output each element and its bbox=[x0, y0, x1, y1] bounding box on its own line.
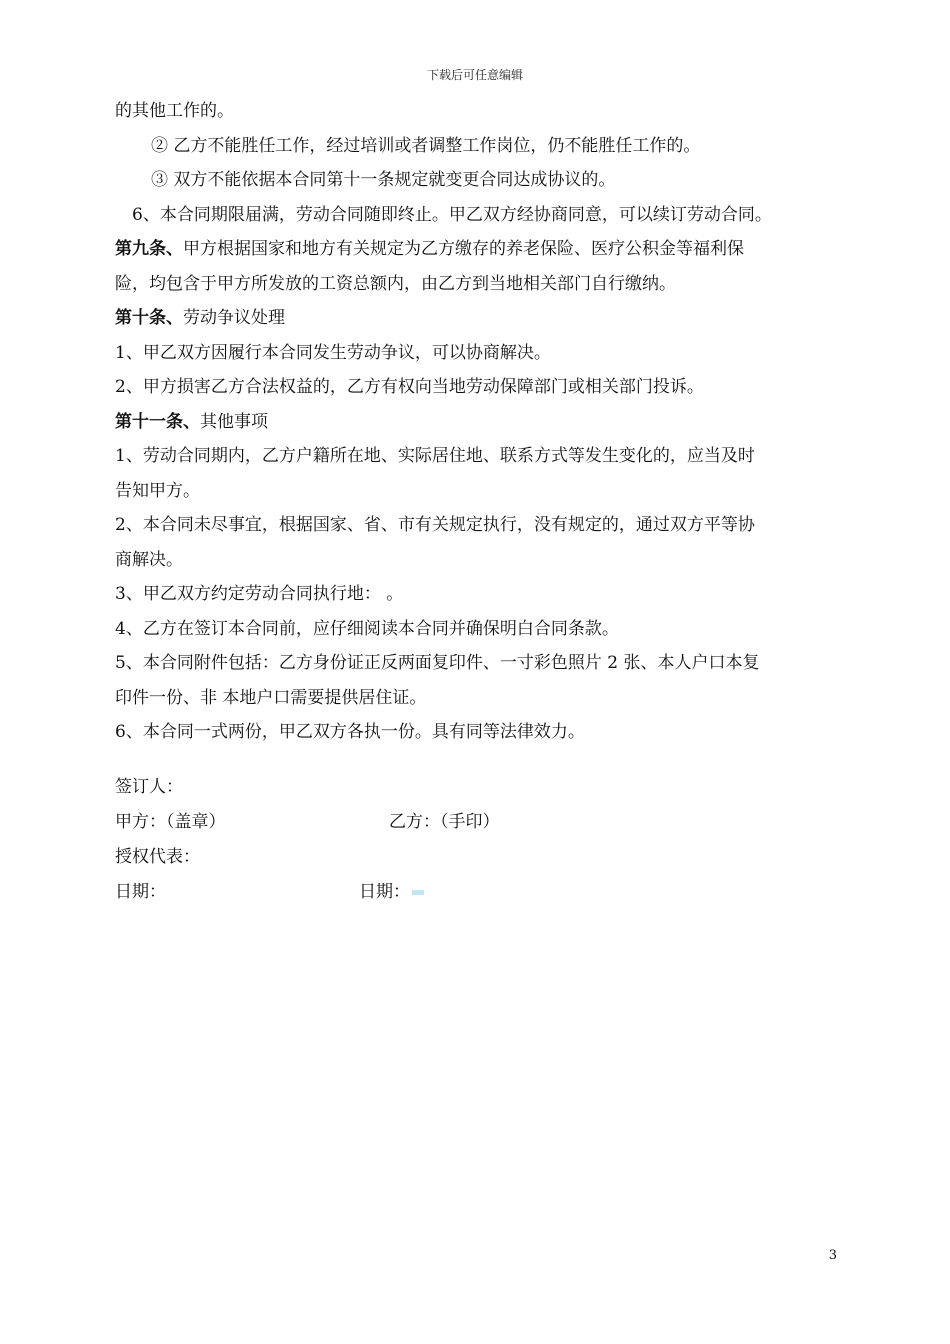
party-a-date: 日期： bbox=[115, 881, 166, 902]
article-11-item-5-cont: 印件一份、非 本地户口需要提供居住证。 bbox=[115, 687, 427, 708]
party-b-date-wrapper bbox=[359, 875, 424, 910]
list-item-circle-3: ③ 双方不能依据本合同第十一条规定就变更合同达成协议的。 bbox=[151, 170, 616, 190]
signature-dates-row bbox=[115, 875, 845, 910]
representative-row bbox=[115, 840, 845, 875]
page-header: 下载后可任意编辑 bbox=[426, 68, 523, 82]
article-11 bbox=[115, 405, 845, 440]
page-number: 3 bbox=[828, 1248, 837, 1263]
article-11-item-6: 6、本合同一式两份，甲乙双方各执一份。具有同等法律效力。 bbox=[115, 722, 585, 742]
article-11-item-2-cont: 商解决。 bbox=[115, 549, 183, 570]
signers-label: 签订人： bbox=[115, 776, 183, 797]
list-item-6: 6、本合同期限届满，劳动合同随即终止。甲乙双方经协商同意，可以续订劳动合同。 bbox=[132, 204, 772, 225]
article-9-text-cont: 险，均包含于甲方所发放的工资总额内，由乙方到当地相关部门自行缴纳。 bbox=[115, 273, 676, 294]
article-9-title: 第九条、 bbox=[115, 239, 183, 259]
document-body bbox=[115, 94, 845, 910]
party-b-date: 日期： bbox=[359, 881, 410, 902]
article-10 bbox=[115, 301, 845, 336]
highlight-mark bbox=[412, 890, 424, 895]
article-10-item-2: 2、甲方损害乙方合法权益的，乙方有权向当地劳动保障部门或相关部门投诉。 bbox=[115, 377, 704, 397]
article-11-title: 第十一条、 bbox=[115, 411, 200, 432]
article-11-item-3: 3、甲乙双方约定劳动合同执行地： 。 bbox=[115, 584, 404, 604]
party-b-fingerprint: 乙方：（手印） bbox=[389, 811, 500, 832]
signature-parties-row bbox=[115, 805, 845, 840]
signature-section-label bbox=[115, 770, 845, 805]
article-10-title: 第十条、 bbox=[115, 308, 183, 328]
article-11-item-5: 5、本合同附件包括：乙方身份证正反两面复印件、一寸彩色照片 2 张、本人户口本复 bbox=[115, 653, 760, 673]
article-11-item-1-cont: 告知甲方。 bbox=[115, 480, 200, 501]
article-11-heading: 其他事项 bbox=[200, 411, 268, 432]
authorized-representative: 授权代表： bbox=[115, 846, 200, 867]
article-11-item-4: 4、乙方在签订本合同前，应仔细阅读本合同并确保明白合同条款。 bbox=[115, 618, 619, 639]
spacer bbox=[115, 750, 845, 770]
article-11-item-1: 1、劳动合同期内，乙方户籍所在地、实际居住地、联系方式等发生变化的，应当及时 bbox=[115, 446, 755, 466]
article-11-item-2: 2、本合同未尽事宜，根据国家、省、市有关规定执行，没有规定的，通过双方平等协 bbox=[115, 515, 755, 535]
list-item-circle-2: ② 乙方不能胜任工作，经过培训或者调整工作岗位，仍不能胜任工作的。 bbox=[151, 135, 701, 156]
party-a-seal: 甲方：（盖章） bbox=[115, 811, 226, 832]
article-9-text: 甲方根据国家和地方有关规定为乙方缴存的养老保险、医疗公积金等福利保 bbox=[183, 239, 744, 259]
paragraph-continuation: 的其他工作的。 bbox=[115, 101, 234, 121]
article-10-item-1: 1、甲乙双方因履行本合同发生劳动争议，可以协商解决。 bbox=[115, 342, 551, 363]
article-10-heading: 劳动争议处理 bbox=[183, 308, 285, 328]
article-9 bbox=[115, 232, 845, 267]
